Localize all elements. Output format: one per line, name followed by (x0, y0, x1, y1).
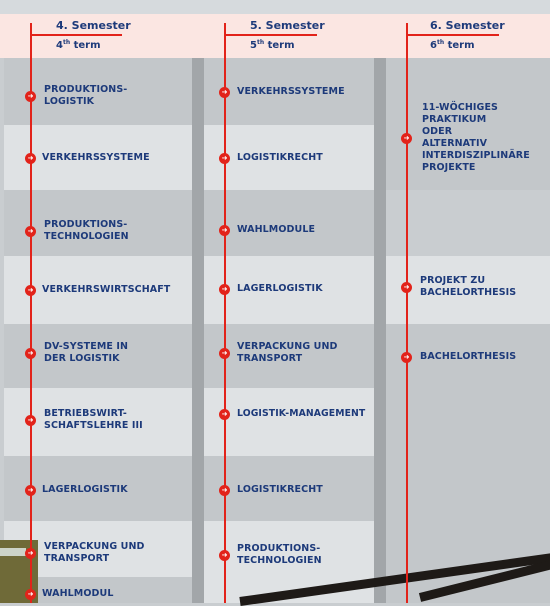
module-label: WAHLMODULE (237, 224, 316, 235)
module-label: LOGISTIKRECHT (237, 152, 323, 163)
arrow-right-circle-icon: ➜ (219, 225, 230, 236)
module-label: BACHELORTHESIS (420, 351, 517, 362)
arrow-right-circle-icon: ➜ (401, 282, 412, 293)
arrow-right-circle-icon: ➜ (25, 415, 36, 426)
module-item[interactable] (219, 484, 323, 496)
module-item[interactable] (25, 84, 127, 108)
module-label: PRODUKTIONS- LOGISTIK (44, 84, 128, 107)
module-item[interactable] (219, 86, 345, 98)
module-label: PROJEKT ZU BACHELORTHESIS (420, 275, 517, 298)
arrow-right-circle-icon: ➜ (25, 485, 36, 496)
term-4-label: 4th term (56, 39, 101, 51)
arrow-right-circle-icon: ➜ (25, 91, 36, 102)
header-underline (30, 34, 122, 36)
arrow-right-circle-icon: ➜ (25, 285, 36, 296)
module-label: LOGISTIKRECHT (237, 484, 323, 495)
arrow-right-circle-icon: ➜ (25, 226, 36, 237)
column-gap (374, 58, 386, 603)
arrow-right-circle-icon: ➜ (401, 133, 412, 144)
module-item[interactable] (25, 219, 129, 243)
module-label: LOGISTIK-MANAGEMENT (237, 408, 366, 419)
module-item[interactable] (219, 341, 338, 365)
module-item[interactable] (401, 351, 516, 363)
semester-6-label: 6. Semester (430, 19, 505, 32)
module-item[interactable] (25, 284, 170, 296)
module-label: PRODUKTIONS- TECHNOLOGIEN (44, 219, 129, 242)
module-item[interactable] (219, 408, 365, 420)
module-label: 11-WÖCHIGES PRAKTIKUM ODER ALTERNATIV INTERDISZIPLINÄRE PROJEKTE (422, 102, 530, 173)
module-item[interactable] (219, 152, 323, 164)
module-label: LAGERLOGISTIK (237, 283, 323, 294)
timeline-line (30, 23, 32, 603)
arrow-right-circle-icon: ➜ (219, 348, 230, 359)
module-label: VERKEHRSSYSTEME (237, 86, 345, 97)
module-item[interactable] (401, 275, 516, 299)
module-item[interactable] (219, 543, 322, 567)
module-item[interactable] (25, 541, 145, 565)
module-label: DV-SYSTEME IN DER LOGISTIK (44, 341, 129, 364)
module-item[interactable] (401, 102, 530, 174)
module-label: VERKEHRSSYSTEME (42, 152, 150, 163)
module-label: PRODUKTIONS- TECHNOLOGIEN (237, 543, 322, 566)
column-5-background (204, 58, 374, 603)
photo-fragment (0, 548, 26, 556)
arrow-right-circle-icon: ➜ (25, 548, 36, 559)
module-item[interactable] (219, 224, 315, 236)
header-underline (224, 34, 317, 36)
semester-4-label: 4. Semester (56, 19, 131, 32)
module-item[interactable] (25, 484, 128, 496)
timeline-line (224, 23, 226, 603)
module-item[interactable] (25, 341, 128, 365)
term-5-label: 5th term (250, 39, 295, 51)
arrow-right-circle-icon: ➜ (25, 348, 36, 359)
module-item[interactable] (219, 283, 323, 295)
arrow-right-circle-icon: ➜ (25, 589, 36, 600)
module-label: WAHLMODUL (42, 588, 114, 599)
top-band (0, 0, 550, 14)
module-label: VERPACKUNG UND TRANSPORT (44, 541, 145, 564)
module-item[interactable] (25, 152, 150, 164)
arrow-right-circle-icon: ➜ (219, 284, 230, 295)
column-4-background (4, 58, 192, 603)
module-label: BETRIEBSWIRT- SCHAFTSLEHRE III (44, 408, 143, 431)
arrow-right-circle-icon: ➜ (219, 409, 230, 420)
arrow-right-circle-icon: ➜ (219, 550, 230, 561)
semester-5-label: 5. Semester (250, 19, 325, 32)
module-label: VERPACKUNG UND TRANSPORT (237, 341, 338, 364)
header-underline (406, 34, 499, 36)
arrow-right-circle-icon: ➜ (25, 153, 36, 164)
arrow-right-circle-icon: ➜ (219, 153, 230, 164)
arrow-right-circle-icon: ➜ (401, 352, 412, 363)
arrow-right-circle-icon: ➜ (219, 87, 230, 98)
module-label: LAGERLOGISTIK (42, 484, 128, 495)
module-item[interactable] (25, 408, 143, 432)
module-label: VERKEHRSWIRTSCHAFT (42, 284, 171, 295)
column-gap (192, 58, 204, 603)
term-6-label: 6th term (430, 39, 475, 51)
arrow-right-circle-icon: ➜ (219, 485, 230, 496)
module-item[interactable] (25, 588, 114, 600)
